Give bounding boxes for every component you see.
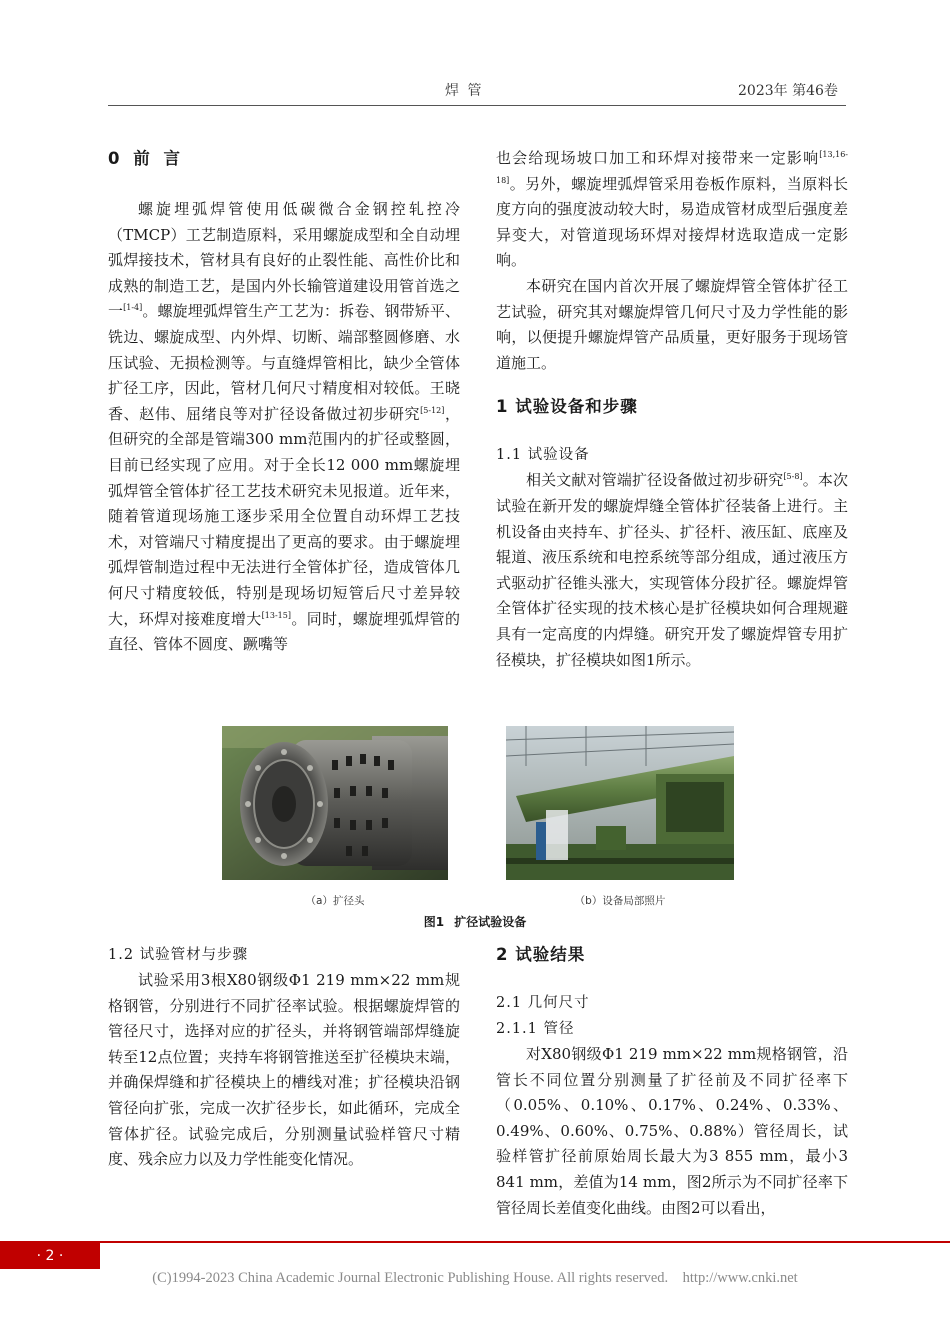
right-column-lower (496, 942, 848, 1221)
equipment-paragraph (496, 468, 848, 673)
figure-1b-caption: （b）设备局部照片 (574, 895, 666, 907)
issue-label: 2023年 第46卷 (738, 83, 838, 99)
intro-text-c: ，但研究的全部是管端300 mm范围内的扩径或整圆，目前已经实现了应用。对于全长12 000 mm螺旋埋弧焊管全管体扩径工艺技术研究未见报道。近年来，随着管道现场施工逐步采用全位置自动环焊工艺技术，对管端尺寸精度提出了更高的要求。由于螺旋埋弧焊管制造过程中无法进行全管体扩径，造成管体几何尺寸精度较低，特别是现场切短管后尺寸差异较大，环焊对接难度增大 (108, 404, 460, 628)
section-2-1-1-title: 2.1.1 管径 (496, 1021, 575, 1037)
section-1-1-title: 1.1 试验设备 (496, 447, 590, 464)
figure-1a-caption: （a）扩径头 (305, 895, 365, 907)
left-column (108, 146, 460, 658)
section-2-1-title: 2.1 几何尺寸 (496, 995, 590, 1011)
continued-text-a: 也会给现场坡口加工和环焊对接带来一定影响 (496, 149, 820, 167)
citation-1-4[interactable]: [1-4] (123, 303, 143, 313)
figure-1-title: 图1 扩径试验设备 (423, 915, 527, 929)
right-column (496, 146, 848, 673)
figure-1a-photo (222, 726, 448, 880)
journal-name: 焊 管 (445, 83, 484, 99)
intro-text-b: 。螺旋埋弧焊管生产工艺为：拆卷、钢带矫平、铣边、螺旋成型、内外焊、切断、端部整圆修磨、水压试验、无损检测等。与直缝焊管相比，缺少全管体扩径工序，因此，管材几何尺寸精度相对较低。王晓香、赵伟、屈绪良等对扩径设备做过初步研究 (108, 302, 460, 423)
equipment-text-b: 。本次试验在新开发的螺旋焊缝全管体扩径装备上进行。主机设备由夹持车、扩径头、扩径杆、液压缸、底座及辊道、液压系统和电控系统等部分组成，通过液压方式驱动扩径锥头涨大，实现管体分段扩径。螺旋焊管全管体扩径实现的技术核心是扩径模块如何合理规避具有一定高度的内焊缝。研究开发了螺旋焊管专用扩径模块，扩径模块如图1所示。 (496, 471, 848, 669)
page-bar (0, 1241, 950, 1243)
citation-13-15[interactable]: [13-15] (261, 610, 291, 620)
section-2-title: 2 试验结果 (496, 945, 586, 964)
study-purpose-paragraph: 本研究在国内首次开展了螺旋焊管全管体扩径工艺试验，研究其对螺旋焊管几何尺寸及力学性能的影响，以便提升螺旋焊管产品质量，更好服务于现场管道施工。 (496, 276, 848, 372)
section-1-2-title: 1.2 试验管材与步骤 (108, 947, 249, 963)
section-1-title: 1 试验设备和步骤 (496, 397, 638, 417)
section-0-title: 0 前 言 (108, 149, 181, 168)
header-rule (108, 105, 846, 106)
continued-text-b: 。另外，螺旋埋弧焊管采用卷板作原料，当原料长度方向的强度波动较大时，易造成管材成型后强度差异变大，对管道现场环焊对接焊材选取造成一定影响。 (496, 174, 848, 270)
continued-paragraph (496, 146, 848, 274)
intro-paragraph (108, 197, 460, 658)
equipment-text-a: 相关文献对管端扩径设备做过初步研究 (526, 471, 784, 490)
figure-1b-photo (506, 726, 734, 880)
citation-5-8[interactable]: [5-8] (783, 472, 803, 482)
page-number: · 2 · (0, 1243, 100, 1269)
diameter-paragraph: 对X80钢级Φ1 219 mm×22 mm规格钢管，沿管长不同位置分别测量了扩径前及不同扩径率下（0.05%、0.10%、0.17%、0.24%、0.33%、0.49%、0.60%、0.75%、0.88%）管径周长，试验样管扩径前原始周长最大为3 855 mm，最小3 841 mm，差值为14 mm，图2所示为不同扩径率下管径周长差值变化曲线。由图2可以看出， (496, 1045, 848, 1217)
left-column-lower (108, 942, 460, 1173)
citation-5-12[interactable]: [5-12] (420, 405, 445, 415)
copyright-footer: (C)1994-2023 China Academic Journal Electronic Publishing House. All rights reserved. http://www.cnki.net (152, 1270, 798, 1286)
section-1-2-paragraph: 试验采用3根X80钢级Φ1 219 mm×22 mm规格钢管，分别进行不同扩径率试验。根据螺旋焊管的管径尺寸，选择对应的扩径头，并将钢管端部焊缝旋转至12点位置；夹持车将钢管推送至扩径模块末端，并确保焊缝和扩径模块上的槽线对准；扩径模块沿钢管径向扩张，完成一次扩径步长，如此循环，完成全管体扩径。试验完成后，分别测量试验样管尺寸精度、残余应力以及力学性能变化情况。 (108, 971, 460, 1169)
intro-text-d: 。同时，螺旋埋弧焊管的直径、管体不圆度、蹶嘴等 (108, 609, 460, 654)
intro-text-a: 螺旋埋弧焊管使用低碳微合金钢控轧控冷（TMCP）工艺制造原料，采用螺旋成型和全自动埋弧焊接技术，管材具有良好的止裂性能、高性价比和成熟的制造工艺，是国内外长输管道建设用管首选之一 (108, 200, 460, 321)
citation-13-16-18[interactable]: [13,16-18] (496, 150, 848, 185)
